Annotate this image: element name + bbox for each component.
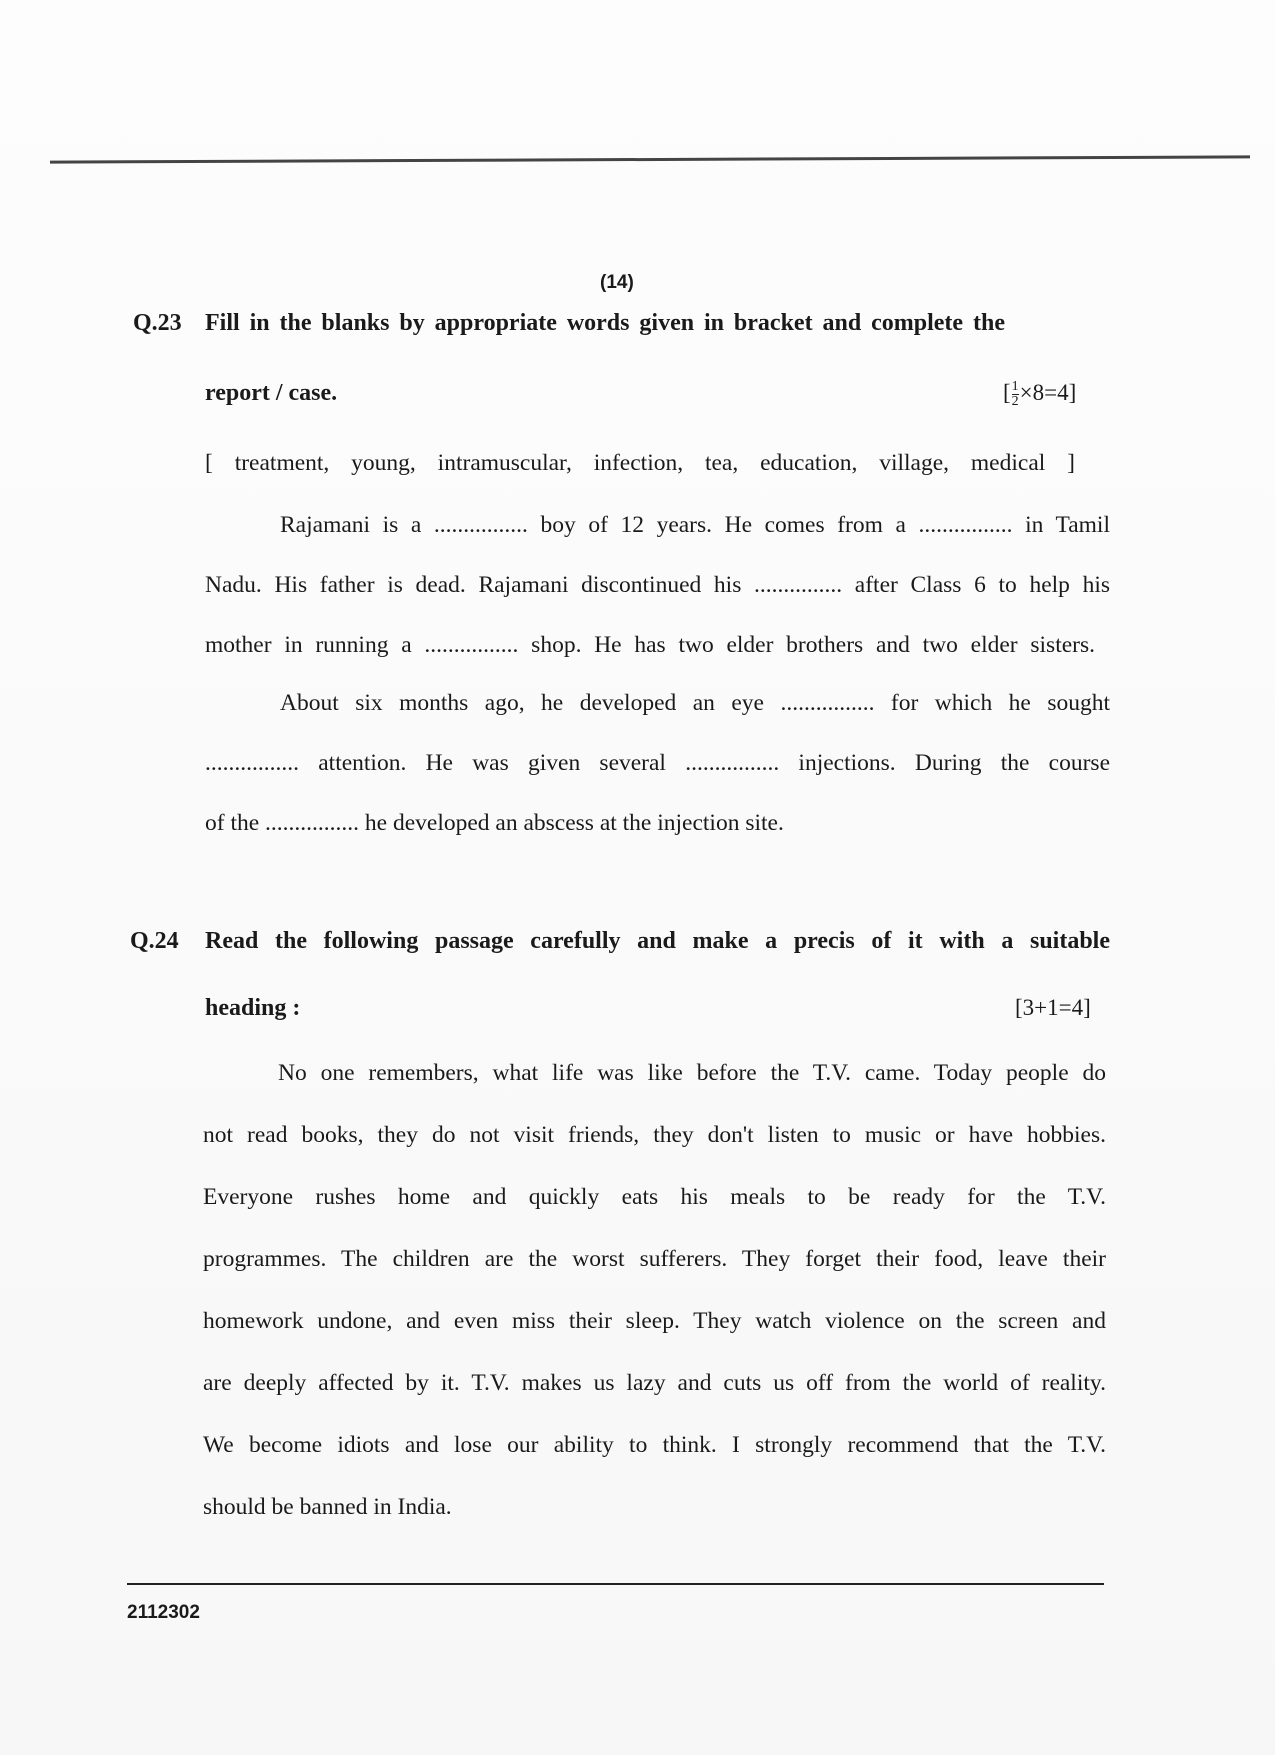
q23-line-4: About six months ago, he developed an eye ................ for which he sought: [280, 690, 1110, 716]
q23-line-3: mother in running a ................ shop. He has two elder brothers and two elder sisters.: [205, 632, 1095, 658]
q23-word-bank: [ treatment, young, intramuscular, infection, tea, education, village, medical ]: [205, 450, 1075, 476]
q24-marks: [3+1=4]: [1015, 995, 1091, 1020]
q24-line-4: programmes. The children are the worst sufferers. They forget their food, leave their: [203, 1246, 1106, 1272]
q24-line-7: We become idiots and lose our ability to think. I strongly recommend that the T.V.: [203, 1432, 1106, 1458]
page-number: (14): [600, 272, 634, 293]
q23-instruction-line2: report / case.: [205, 380, 338, 406]
q24-line-8: should be banned in India.: [203, 1494, 452, 1520]
q23-line-5: ................ attention. He was given several ................ injections. During the course: [205, 750, 1110, 776]
top-rule: [50, 155, 1250, 163]
q24-instruction-line2: heading :: [205, 995, 301, 1021]
q24-line-6: are deeply affected by it. T.V. makes us lazy and cuts us off from the world of reality.: [203, 1370, 1106, 1396]
q24-instruction-line1: Read the following passage carefully and make a precis of it with a suitable: [205, 928, 1110, 954]
q24-line-2: not read books, they do not visit friends, they don't listen to music or have hobbies.: [203, 1122, 1106, 1148]
q24-line-3: Everyone rushes home and quickly eats his meals to be ready for the T.V.: [203, 1184, 1106, 1210]
q23-marks: [1003, 380, 1076, 409]
q23-line-1: Rajamani is a ................ boy of 12 years. He comes from a ................ in Tamil: [280, 512, 1110, 538]
paper-code: 2112302: [127, 1602, 200, 1623]
q23-marks-fraction-den: 2: [1011, 394, 1019, 410]
q24-line-5: homework undone, and even miss their sleep. They watch violence on the screen and: [203, 1308, 1106, 1334]
q24-line-1: No one remembers, what life was like before the T.V. came. Today people do: [278, 1060, 1106, 1086]
q23-line-6: of the ................ he developed an abscess at the injection site.: [205, 810, 784, 836]
q23-marks-fraction-num: 1: [1011, 379, 1019, 395]
q23-marks-suffix: ×8=4]: [1019, 380, 1077, 405]
q23-line-2: Nadu. His father is dead. Rajamani discontinued his ............... after Class 6 to help his: [205, 572, 1110, 598]
bottom-rule: [127, 1583, 1104, 1585]
q24-number: Q.24: [130, 928, 179, 954]
q23-number: Q.23: [133, 310, 182, 336]
q23-marks-prefix: [: [1003, 380, 1011, 405]
q23-instruction-line1: Fill in the blanks by appropriate words given in bracket and complete the: [205, 310, 1005, 336]
q23-marks-fraction: [1012, 380, 1019, 409]
